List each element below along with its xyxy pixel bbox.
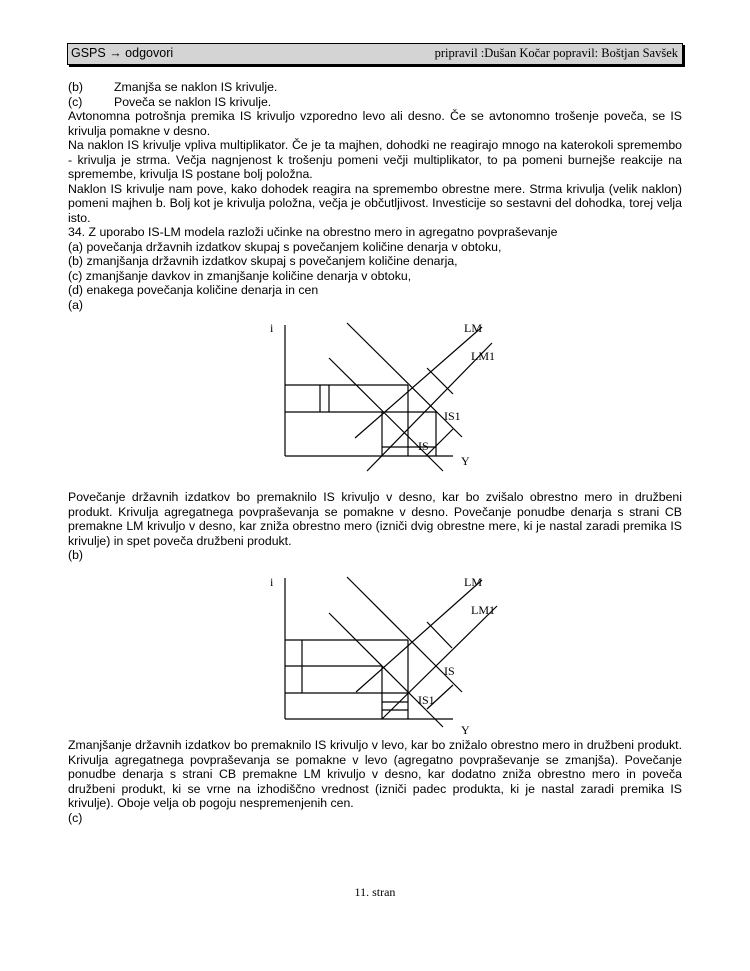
list-item: (c) Poveča se naklon IS krivulje. — [68, 94, 272, 109]
x-axis-label: Y — [461, 723, 470, 737]
header-title: GSPS → odgovori — [71, 46, 174, 60]
answer-a — [68, 490, 682, 563]
header-credit: pripravil :Dušan Kočar popravil: Boštjan Savšek — [434, 46, 678, 60]
curve-label-lm1: LM1 — [471, 603, 495, 617]
paragraph: Zmanjšanje državnih izdatkov bo premaknilo IS krivuljo v levo, kar bo znižalo obrestno mero in družbeni produkt. Krivulja agregatnega povpraševanja se pomakne v levo (agregatno povpraševanje se zmanjša). Povečanje ponudbe denarja s strani CB premakne LM krivuljo v desno, kar dodatno zniža obrestno mero in poveča družbeni produkt, ki se vrne na izhodiščno vrednost (izniči padec produkta, ki je nastal zaradi premika IS krivulje). Oboje velja ob pogoju nespremenjenih cen. — [68, 738, 682, 810]
islm-diagram-a — [260, 315, 510, 480]
section-label: (a) — [68, 297, 84, 312]
y-axis-label: i — [270, 321, 274, 335]
paragraph: Povečanje državnih izdatkov bo premaknilo IS krivuljo v desno, kar bo zvišalo obrestno mero in družbeni produkt. Krivulja agregatnega povpraševanja se pomakne v desno. Povečanje ponudbe denarja s strani CB premakne LM krivuljo v desno, kar zniža obrestno mero (izniči dvig obrestne mere, ki je nastal zaradi premika IS krivulje) in spet poveča družbeni produkt. — [68, 490, 682, 548]
curve-label-lm: LM — [464, 575, 482, 589]
paragraph: Na naklon IS krivulje vpliva multiplikator. Če je ta majhen, dohodki ne reagirajo mnogo na katerokoli spremembo - krivulja je strma. Večja nagnjenost k trošenju pomeni večji multiplikator, to pa pomeni burnejše reakcije na spremembe, krivulja IS postane bolj položna. — [68, 138, 682, 181]
section-label: (c) — [68, 810, 83, 825]
section-label: (b) — [68, 548, 84, 562]
curve-label-is1: IS1 — [444, 409, 461, 423]
question-title: 34. Z uporabo IS-LM modela razloži učinke na obrestno mero in agregatno povpraševanje — [68, 225, 558, 239]
curve-label-lm1: LM1 — [471, 349, 495, 363]
curve-label-lm: LM — [464, 321, 482, 335]
list-item: (b) Zmanjša se naklon IS krivulje. — [68, 80, 278, 94]
x-axis-label: Y — [461, 454, 470, 468]
paragraph: Naklon IS krivulje nam pove, kako dohodek reagira na spremembo obrestne mere. Strma krivulja (velik naklon) pomeni majhen b. Bolj kot je krivulja položna, večja je občutljivost. Investicije so sestavni del dohodka, torej velja isto. — [68, 181, 682, 225]
section-intro — [68, 80, 682, 312]
curve-label-is: IS — [444, 664, 455, 678]
curve-label-is1: IS1 — [418, 693, 435, 707]
question-part: (d) enakega povečanja količine denarja in cen — [68, 283, 319, 297]
page-header — [67, 43, 683, 65]
islm-diagram-b — [260, 565, 510, 745]
page-number: 11. stran — [354, 885, 396, 899]
curve-label-is: IS — [418, 439, 429, 453]
answer-b — [68, 738, 682, 825]
question-part: (b) zmanjšanja državnih izdatkov skupaj s povečanjem količine denarja, — [68, 254, 458, 268]
question-part: (c) zmanjšanje davkov in zmanjšanje količine denarja v obtoku, — [68, 268, 412, 283]
y-axis-label: i — [270, 575, 274, 589]
paragraph: Avtonomna potrošnja premika IS krivuljo vzporedno levo ali desno. Če se avtonomno trošenje poveča, se IS krivulja pomakne v desno. — [68, 109, 682, 138]
question-part: (a) povečanja državnih izdatkov skupaj s povečanjem količine denarja v obtoku, — [68, 239, 502, 254]
